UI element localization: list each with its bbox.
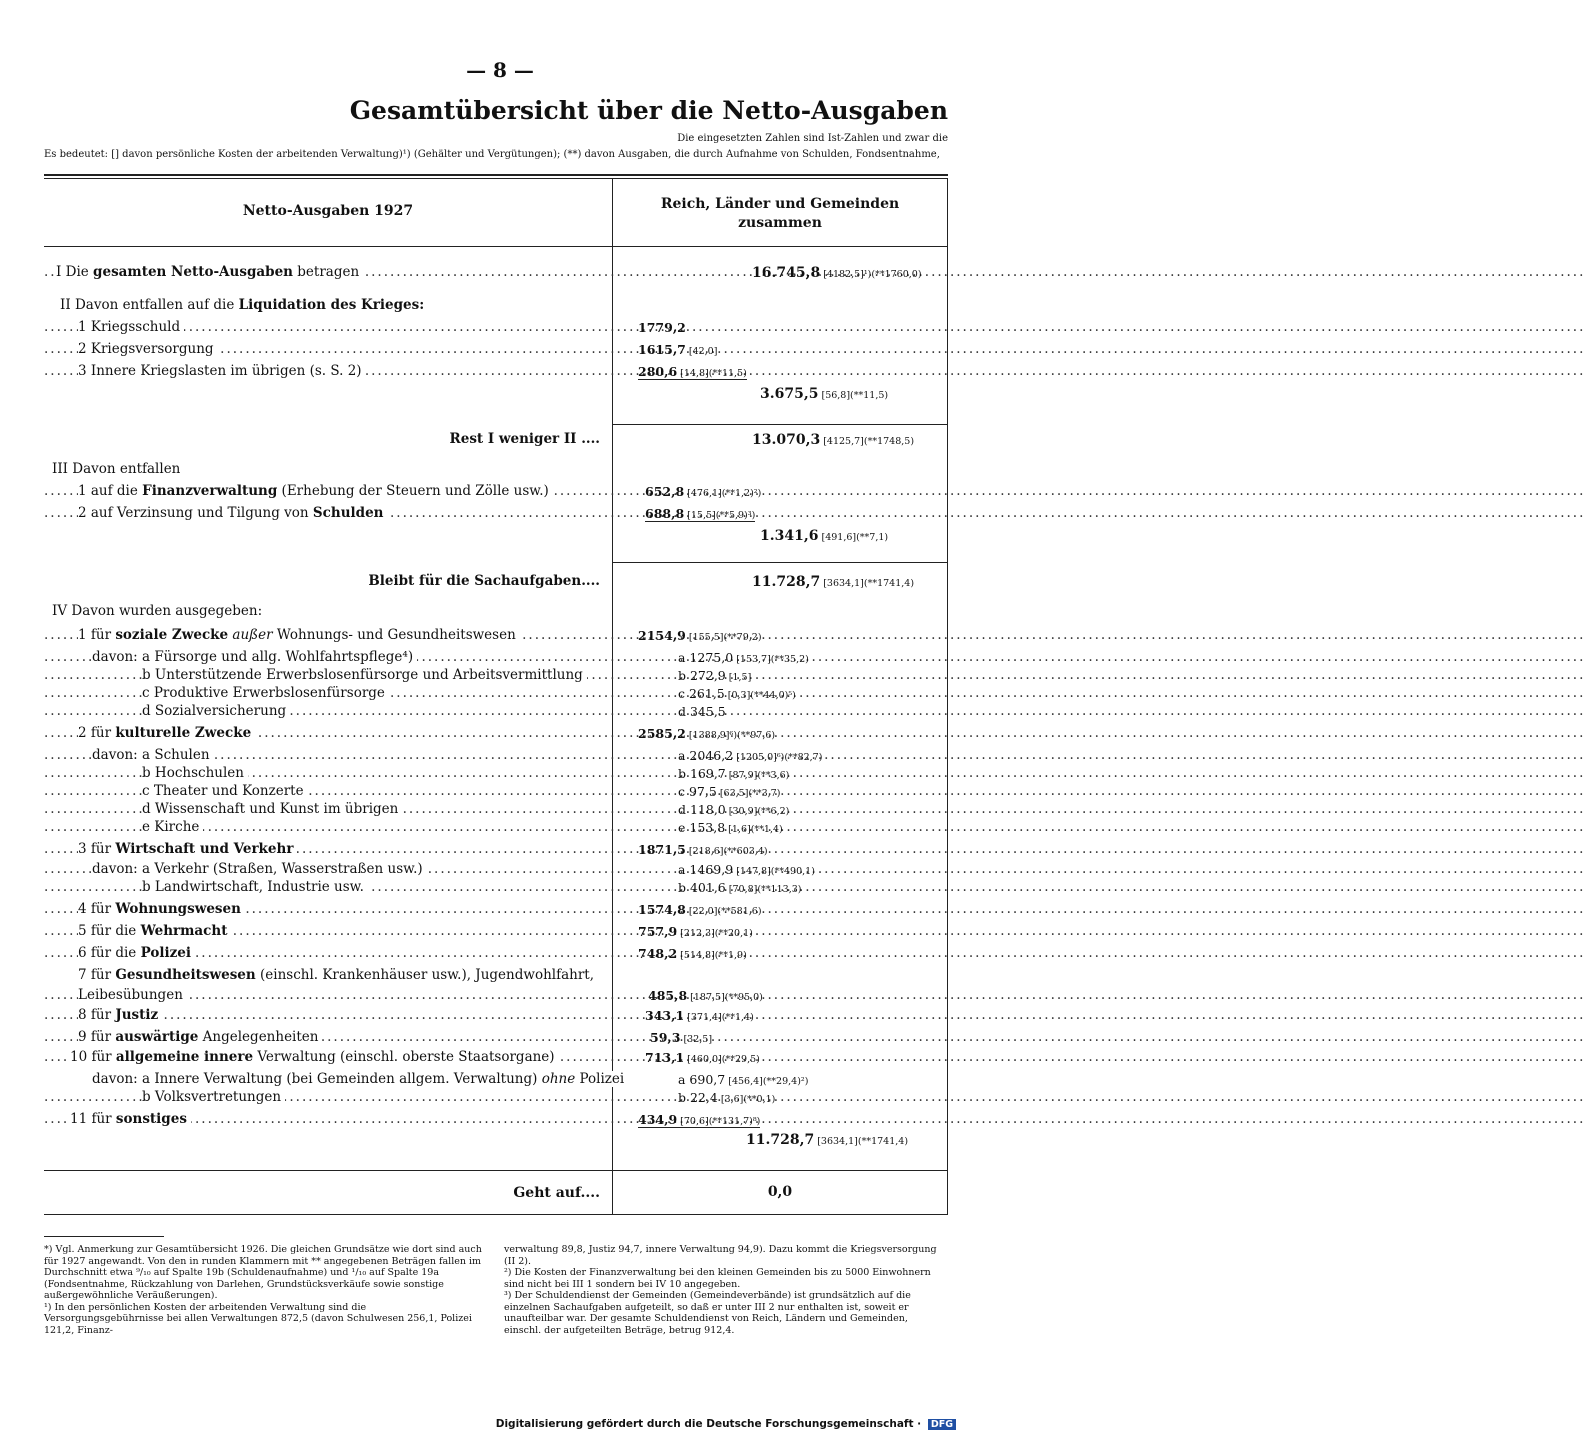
- column-header-right-1: Reich, Länder und Gemeinden: [660, 196, 900, 212]
- table-row-value: 3.675,5 [56,8](**11,5): [760, 386, 889, 402]
- column-header-right-2: zusammen: [738, 215, 822, 231]
- table-row-label: 1 auf die Finanzverwaltung (Erhebung der Steuern und Zölle usw.) .....: [44, 482, 608, 501]
- table-row-label: c Theater und Konzerte .....: [44, 782, 608, 801]
- table-row-value: 1615,7 [42,0]: [638, 342, 718, 357]
- rule-before-geht-auf: [44, 1170, 948, 1171]
- table-row-label: III Davon entfallen: [44, 460, 608, 479]
- table-row-value: 485,8 [187,5](**95,0): [648, 988, 763, 1003]
- table-row-label: 2 auf Verzinsung und Tilgung von Schulden .....: [44, 504, 608, 523]
- table-row-label: 11 für sonstiges .....: [44, 1110, 608, 1129]
- footnote: *) Vgl. Anmerkung zur Gesamtübersicht 1926. Die gleichen Grundsätze wie dort sind auch für 1927 angewandt. Von den in runden Klammern mit ** angegebenen Beträgen fallen im Durchschnitt etwa ⁹/₁₀ auf Spalte 19b (Schuldenaufnahme) und ¹/₁₀ auf Spalte 19a (Fondsentnahme, Rückzahlung von Darlehen, Grundstücksverkäufe sowie sonstige außergewöhnliche Veräußerungen).: [44, 1244, 482, 1301]
- column-header-left: Netto-Ausgaben 1927: [242, 203, 414, 219]
- table-row-label: b Hochschulen .....: [44, 764, 608, 783]
- table-row-label: b Volksvertretungen .....: [44, 1088, 608, 1107]
- table-row-label: b Landwirtschaft, Industrie usw. .....: [44, 878, 608, 897]
- table-row-label: 5 für die Wehrmacht .....: [44, 922, 608, 941]
- table-row-value: 16.745,8 [4182,5]¹)(**1760,0): [752, 265, 922, 281]
- table-row-value: 652,8 [476,1](**1,2)²): [645, 484, 762, 499]
- footnotes-left: [44, 1244, 484, 1336]
- page-title: Gesamtübersicht über die Netto-Ausgaben: [349, 96, 948, 125]
- table-row-label: IV Davon wurden ausgegeben:: [44, 602, 608, 621]
- table-row-value: b 22,4 [3,6](**0,1): [678, 1090, 776, 1105]
- footnote: ²) Die Kosten der Finanzverwaltung bei den kleinen Gemeinden bis zu 5000 Einwohnern sind nicht bei III 1 sondern bei IV 10 angegeben.: [504, 1267, 931, 1290]
- table-row-value: e 153,8 [1,6](**1,4): [678, 820, 783, 835]
- table-row-label: 4 für Wohnungswesen .....: [44, 900, 608, 919]
- page-number: — 8 —: [466, 58, 534, 82]
- table-row-value: a 1469,9 [147,8](**490,1): [678, 862, 815, 877]
- table-row-label: 9 für auswärtige Angelegenheiten .....: [44, 1028, 608, 1047]
- table-row-label: 1 für soziale Zwecke außer Wohnungs- und Gesundheitswesen .....: [44, 626, 608, 645]
- table-row-value: a 690,7 [456,4](**29,4)²): [678, 1072, 809, 1087]
- table-row-value: 13.070,3 [4125,7](**1748,5): [752, 432, 915, 448]
- geht-auf-value: 0,0: [767, 1184, 793, 1200]
- header-bottom-rule: [44, 246, 948, 247]
- table-row-label: davon: a Verkehr (Straßen, Wasserstraßen usw.) .....: [44, 860, 608, 879]
- table-row-label: 1 Kriegsschuld .....: [44, 318, 608, 337]
- table-row-value: b 401,6 [70,8](**113,3): [678, 880, 802, 895]
- table-row-label: Bleibt für die Sachaufgaben....: [368, 573, 600, 589]
- footnote: ¹) In den persönlichen Kosten der arbeitenden Verwaltung sind die Versorgungsgebührnisse bei allen Verwaltungen 872,5 (davon Schulwesen 256,1, Polizei 121,2, Finanz-: [44, 1301, 472, 1336]
- table-row-label: 2 für kulturelle Zwecke .....: [44, 724, 608, 743]
- table-row-value: 713,1 [460,0](**29,5): [645, 1050, 760, 1065]
- table-row-label: d Wissenschaft und Kunst im übrigen .....: [44, 800, 608, 819]
- table-row-label: davon: a Schulen .....: [44, 746, 608, 765]
- table-row-label: 6 für die Polizei .....: [44, 944, 608, 963]
- table-row-value: c 97,5 [63,5](**3,7): [678, 784, 781, 799]
- table-row-value: d 118,0 [30,9](**6,2): [678, 802, 790, 817]
- table-row-label: b Unterstützende Erwerbslosenfürsorge und Arbeitsvermittlung .....: [44, 666, 608, 685]
- table-row-value: 1871,5 [218,6](**603,4): [638, 842, 768, 857]
- table-row-value: 11.728,7 [3634,1](**1741,4): [752, 574, 915, 590]
- footnote: verwaltung 89,8, Justiz 94,7, innere Verwaltung 94,9). Dazu kommt die Kriegsversorgung (II 2).: [504, 1244, 937, 1267]
- subtitle-ist-zahlen: Die eingesetzten Zahlen sind Ist-Zahlen und zwar die: [677, 133, 948, 144]
- table-row-label: 8 für Justiz .....: [44, 1006, 608, 1025]
- table-top-rule: [44, 174, 948, 176]
- table-row-value: a 1275,0 [153,7](**35,2): [678, 650, 809, 665]
- table-row-value: 280,6 [14,8](**11,5): [638, 364, 747, 379]
- table-top-rule-thin: [44, 178, 948, 179]
- table-row-label: 2 Kriegsversorgung .....: [44, 340, 608, 359]
- table-row-label: davon: a Fürsorge und allg. Wohlfahrtspflege⁴) .....: [44, 648, 608, 667]
- table-row-label: 3 Innere Kriegslasten im übrigen (s. S. 2) .....: [44, 362, 608, 381]
- footnote: ³) Der Schuldendienst der Gemeinden (Gemeindeverbände) ist grundsätzlich auf die einzelnen Sachaufgaben aufgeteilt, so daß er unter III 2 nur enthalten ist, soweit er unaufteilbar war. Der gesamte Schuldendienst von Reich, Ländern und Gemeinden, einschl. der aufgeteilten Beträge, betrug 912,4.: [504, 1290, 911, 1336]
- footnotes-right: [504, 1244, 948, 1336]
- table-row-value: c 261,5 [0,3](**44,0)⁵): [678, 686, 796, 701]
- subtitle-legend: Es bedeutet: [] davon persönliche Kosten der arbeitenden Verwaltung)¹) (Gehälter und Vergütungen); (**) davon Ausgaben, die durch Aufnahme von Schulden, Fondsentnahme,: [44, 149, 940, 160]
- table-row-value: 434,9 [70,6](**131,7)⁸): [638, 1112, 761, 1127]
- table-row-label: d Sozialversicherung .....: [44, 702, 608, 721]
- table-row-label: Rest I weniger II ....: [449, 431, 600, 447]
- footnote-rule: [44, 1236, 164, 1237]
- table-row-label: 7 für Gesundheitswesen (einschl. Krankenhäuser usw.), Jugendwohlfahrt,: [44, 966, 608, 985]
- table-row-value: 59,3 [32,5]: [650, 1030, 713, 1045]
- table-row-label: I Die gesamten Netto-Ausgaben betragen .....: [44, 263, 608, 282]
- table-row-value: 1574,8 [22,0](**581,6): [638, 902, 762, 917]
- table-row-value: 343,1 [371,4](**1,4): [645, 1008, 754, 1023]
- table-row-label: II Davon entfallen auf die Liquidation des Krieges:: [44, 296, 608, 315]
- table-row-label: c Produktive Erwerbslosenfürsorge .....: [44, 684, 608, 703]
- table-row-value: 11.728,7 [3634,1](**1741,4): [746, 1132, 909, 1148]
- table-row-value: 2585,2 [1388,9]⁶)(**97,6): [638, 726, 776, 741]
- digitization-credit: Digitalisierung gefördert durch die Deutsche Forschungsgemeinschaft · DFG: [496, 1418, 956, 1430]
- table-row-value: b 169,7 [87,9](**3,6): [678, 766, 790, 781]
- table-row-value: 688,8 [15,5](**5,9)³): [645, 506, 756, 521]
- table-row-value: 1.341,6 [491,6](**7,1): [760, 528, 889, 544]
- table-row-value: 1779,2: [638, 320, 686, 335]
- geht-auf-label: Geht auf....: [513, 1185, 600, 1201]
- table-row-value: d 345,5: [678, 704, 726, 719]
- table-row-value: 748,2 [514,8](**1,9): [638, 946, 747, 961]
- table-row-label: davon: a Innere Verwaltung (bei Gemeinden allgem. Verwaltung) ohne Polizei: [44, 1070, 608, 1089]
- table-row-value: a 2046,2 [1205,0]⁶)(**82,7): [678, 748, 823, 763]
- rule-after-iii: [612, 562, 948, 563]
- table-row-label: e Kirche .....: [44, 818, 608, 837]
- table-row-value: 2154,9 [155,5](**79,2): [638, 628, 762, 643]
- rule-after-ii: [612, 424, 948, 425]
- table-row-label: 3 für Wirtschaft und Verkehr .....: [44, 840, 608, 859]
- table-row-value: 757,9 [212,3](**20,1): [638, 924, 753, 939]
- table-row-value: b 272,9 [1,5]: [678, 668, 752, 683]
- dfg-logo: DFG: [928, 1419, 956, 1430]
- table-bottom-rule: [44, 1214, 948, 1215]
- table-row-label: 10 für allgemeine innere Verwaltung (einschl. oberste Staatsorgane) .....: [44, 1048, 608, 1067]
- table-row-label: Leibesübungen .....: [44, 986, 608, 1005]
